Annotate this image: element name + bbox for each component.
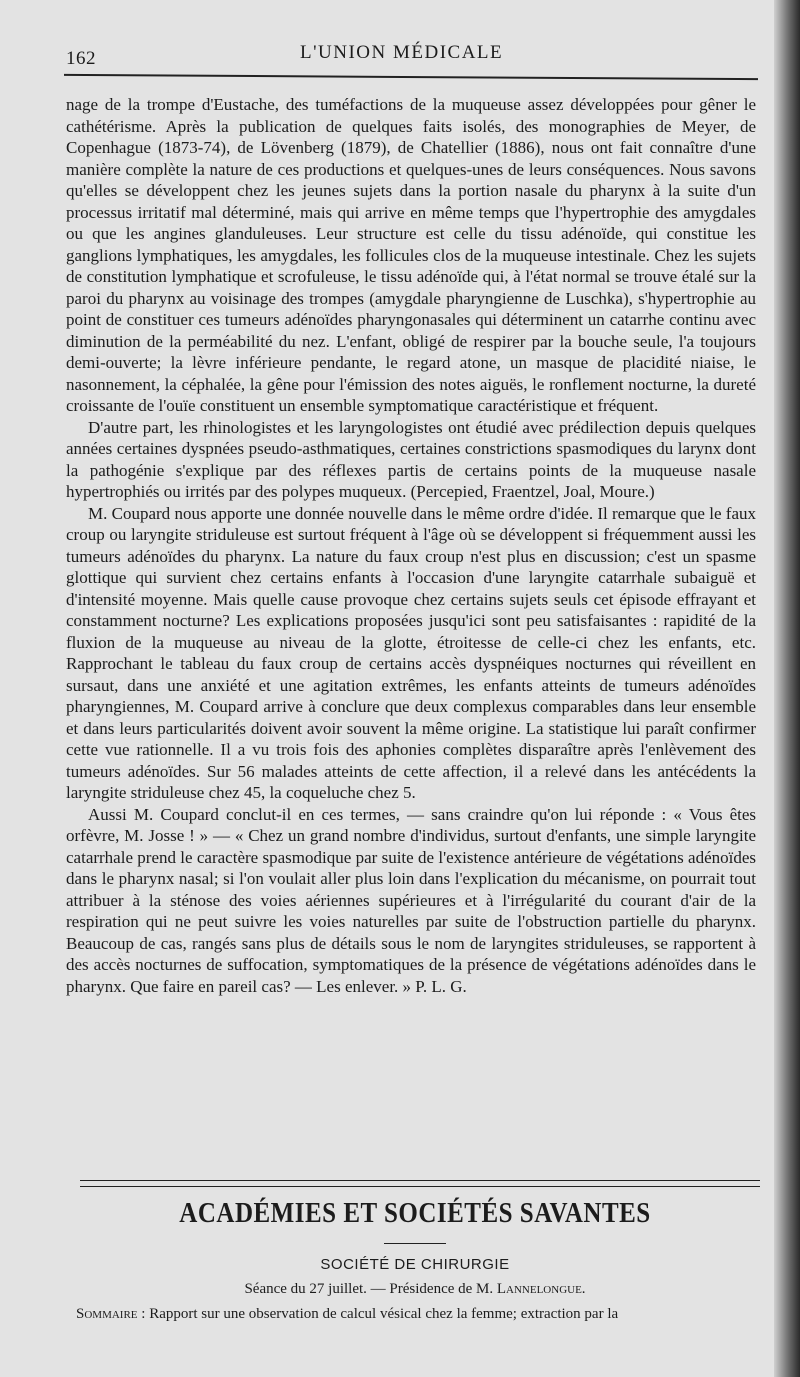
paragraph-conclusion: Aussi M. Coupard conclut-il en ces termes, — sans craindre qu'on lui réponde : « Vous êtes orfèvre, M. Josse ! » — « Chez un grand nombre d'individus, surtout d'enfants, une simple laryngite catarrhale prend le caractère spasmodique par suite de l'existence antérieure de végétations adénoïdes dans le pharynx nasal; si l'on voulait aller plus loin dans l'explication du mécanisme, on pourrait tout attribuer à la sténose des voies aériennes supérieures et à l'irrégularité du courant d'air de la respiration qui ne peut suivre les voies naturelles par suite de l'obstruction partielle du pharynx. Beaucoup de cas, rangés sans plus de détails sous le nom de laryngites striduleuses, se rapportent à des accès nocturnes de suffocation, symptomatiques de la présence de végétations adénoïdes dans le pharynx. Que faire en pareil cas? — Les enlever. » P. L. G. [66,804,756,996]
section-divider-top [80,1180,760,1181]
president-name: Lannelongue. [496,1281,586,1297]
seance-text: Séance du 27 juillet. — Présidence de M. [244,1281,497,1297]
running-title: L'UNION MÉDICALE [300,42,504,63]
article-body [66,94,756,997]
header-rule [64,74,758,80]
page-number: 162 [66,48,96,69]
sommaire-line [76,1306,766,1323]
sommaire-text: Rapport sur une observation de calcul vésical chez la femme; extraction par la [145,1306,619,1322]
title-rule [384,1243,446,1244]
paragraph-rhinologists: D'autre part, les rhinologistes et les laryngologistes ont étudié avec prédilection depuis quelques années certaines dyspnées pseudo-asthmatiques, certaines constrictions spasmodiques du larynx dont la pathogénie s'explique par des réflexes partis de certains points de la muqueuse nasale hypertrophiés ou irrités par des polypes muqueux. (Percepied, Fraentzel, Joal, Moure.) [66,417,756,501]
section-divider-bottom [80,1186,760,1187]
paragraph-continuation: nage de la trompe d'Eustache, des tuméfactions de la muqueuse assez développées pour gêner le cathétérisme. Après la publication de quelques faits isolés, des monographies de Meyer, de Copenhague (1873-74), de Lövenberg (1879), de Chatellier (1886), nous ont fait connaître d'une manière complète la nature de ces productions et quelques-unes de leurs conséquences. Nous savons qu'elles se développent chez les jeunes sujets dans la portion nasale du pharynx à la suite d'un processus irritatif mal déterminé, mais qui arrive en même temps que l'hypertrophie des amygdales ou que les angines glanduleuses. Leur structure est celle du tissu adénoïde, qui constitue les ganglions lymphatiques, les amygdales, les follicules clos de la muqueuse intestinale. Chez les sujets de constitution lymphatique et scrofuleuse, le tissu adénoïde qui, à l'état normal se trouve étalé sur la paroi du pharynx au voisinage des trompes (amygdale pharyngienne de Luschka), s'hypertrophie au point de constituer ces tumeurs adénoïdes pharyngonasales qui déterminent un catarrhe continu avec diminution de la perméabilité du nez. L'enfant, obligé de respirer par la bouche seule, l'a toujours demi-ouverte; la lèvre inférieure pendante, le regard atone, un masque de placidité niaise, le nasonnement, la céphalée, la gêne pour l'émission des notes aiguës, le ronflement nocturne, la dureté croissante de l'ouïe constituent un ensemble symptomatique caractéristique et fréquent. [66,95,756,415]
page-edge-shadow [774,0,800,1377]
sommaire-label: Sommaire : [76,1306,146,1322]
paragraph-coupard: M. Coupard nous apporte une donnée nouvelle dans le même ordre d'idée. Il remarque que le faux croup ou laryngite striduleuse est surtout fréquent à l'âge où se développent si fréquemment aussi les tumeurs adénoïdes du pharynx. La nature du faux croup n'est plus en discussion; c'est un spasme glottique qui survient chez certains enfants à l'occasion d'une laryngite catarrhale subaiguë et d'intensité moyenne. Mais quelle cause provoque chez certains sujets seuls cet épisode effrayant et constamment nocturne? Les explications proposées jusqu'ici sont peu satisfaisantes : rapidité de la fluxion de la muqueuse au niveau de la glotte, étroitesse de celle-ci chez les enfants, etc. Rapprochant le tableau du faux croup de certains accès dyspnéiques nocturnes qui réveillent en sursaut, dans une anxiété et une agitation extrêmes, les enfants atteints de tumeurs adénoïdes pharyngiennes, M. Coupard arrive à conclure que deux complexus comparables dans leur ensemble et dans leurs particularités doivent avoir souvent la même origine. La statistique lui paraît confirmer cette vue rationnelle. Il a vu trois fois des aphonies complètes disparaître après l'enlèvement des tumeurs adénoïdes. Sur 56 malades atteints de cette affection, il a relevé dans les antécédents la laryngite striduleuse chez 45, la coqueluche chez 5. [66,503,756,802]
society-heading: SOCIÉTÉ DE CHIRURGIE [320,1256,510,1273]
section-title: ACADÉMIES ET SOCIÉTÉS SAVANTES [179,1198,651,1229]
seance-line [0,1281,800,1298]
